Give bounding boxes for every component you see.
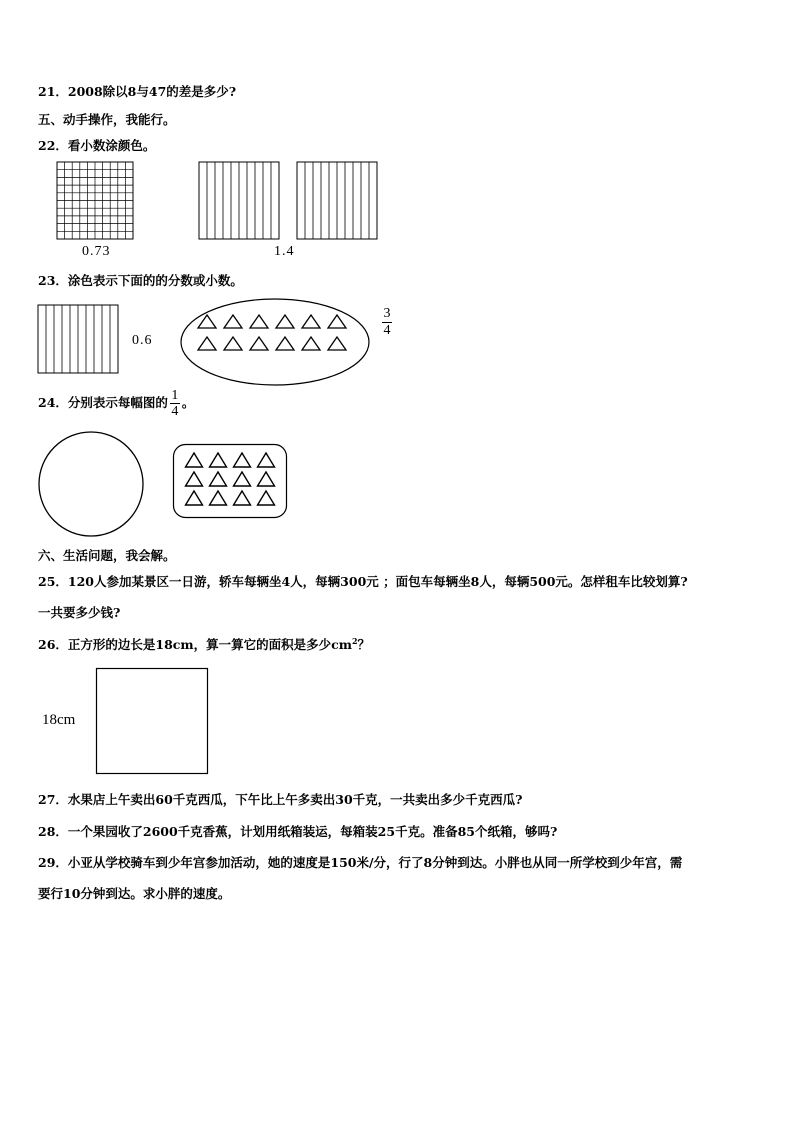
question-29-line-2: 要行10分钟到达。求小胖的速度。 xyxy=(38,886,231,901)
question-28: 28．一个果园收了2600千克香蕉，计划用纸箱装运，每箱装25千克。准备85个纸箱，够吗? xyxy=(38,824,558,839)
section-6-heading: 六、生活问题，我会解。 xyxy=(38,548,176,563)
oval-triangles xyxy=(180,297,370,387)
fraction-denominator: 4 xyxy=(171,404,179,419)
question-21: 21．2008除以8与47的差是多少? xyxy=(38,84,237,99)
fraction-numerator: 1 xyxy=(171,388,179,403)
fraction-denominator: 4 xyxy=(383,323,391,338)
label-14: 1.4 xyxy=(274,244,295,259)
label-06: 0.6 xyxy=(132,333,153,348)
question-25-line-1: 25．120人参加某景区一日游，轿车每辆坐4人，每辆300元 ；面包车每辆坐8人，每辆500元。怎样租车比较划算? xyxy=(38,574,688,589)
section-5-heading: 五、动手操作，我能行。 xyxy=(38,112,176,127)
fraction-1-4 xyxy=(170,388,180,419)
square-shape xyxy=(96,668,208,774)
question-24-text: 24．分别表示每幅图的 xyxy=(38,395,168,410)
question-26-text: 26．正方形的边长是18cm，算一算它的面积是多少cm xyxy=(38,637,352,652)
question-29-line-1: 29．小亚从学校骑车到少年宫参加活动，她的速度是150米/分，行了8分钟到达。小胖也从同一所学校到少年宫，需 xyxy=(38,855,683,870)
question-22: 22．看小数涂颜色。 xyxy=(38,138,156,153)
question-24-end: 。 xyxy=(181,395,195,410)
squared-superscript: 2 xyxy=(351,635,358,646)
tenths-strip-2 xyxy=(297,162,377,239)
side-length-label: 18cm xyxy=(42,712,76,728)
label-073: 0.73 xyxy=(82,244,111,259)
fraction-3-4 xyxy=(382,306,392,339)
tenths-strip-1 xyxy=(199,162,279,239)
question-25-line-2: 一共要多少钱? xyxy=(38,605,121,620)
question-26-end: ？ xyxy=(357,637,371,652)
rounded-rect-triangles xyxy=(173,444,287,518)
question-26 xyxy=(38,635,370,653)
question-27: 27．水果店上午卖出60千克西瓜，下午比上午多卖出30千克，一共卖出多少千克西瓜? xyxy=(38,792,523,807)
strip-06 xyxy=(38,305,118,373)
question-23: 23．涂色表示下面的的分数或小数。 xyxy=(38,273,243,288)
fraction-numerator: 3 xyxy=(383,306,391,321)
question-24 xyxy=(38,388,194,419)
circle-shape xyxy=(38,431,144,537)
hundred-grid xyxy=(57,162,133,239)
